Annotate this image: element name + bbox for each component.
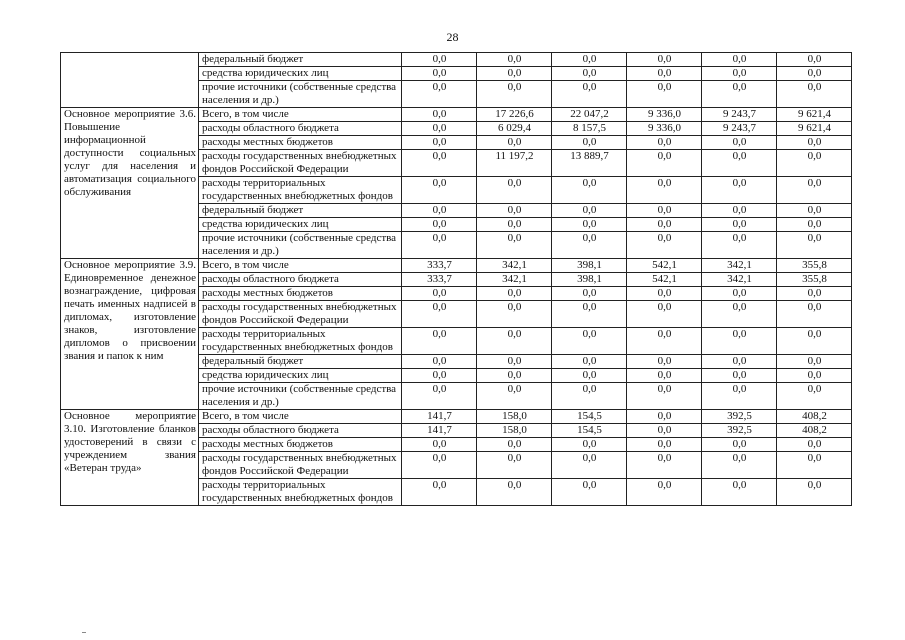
value-cell: 141,7 [402,424,477,438]
value-cell: 9 336,0 [627,108,702,122]
value-cell: 0,0 [402,81,477,108]
value-cell: 0,0 [777,204,852,218]
funding-source-cell: прочие источники (собственные средства населения и др.) [199,81,402,108]
value-cell: 0,0 [627,410,702,424]
value-cell: 0,0 [627,232,702,259]
value-cell: 0,0 [702,479,777,506]
value-cell: 0,0 [702,287,777,301]
value-cell: 0,0 [402,67,477,81]
value-cell: 0,0 [702,301,777,328]
value-cell: 0,0 [552,355,627,369]
value-cell: 0,0 [627,424,702,438]
value-cell: 0,0 [477,81,552,108]
value-cell: 0,0 [702,150,777,177]
value-cell: 0,0 [777,177,852,204]
measure-cell [61,259,199,410]
funding-source-cell: расходы государственных внебюджетных фондов Российской Федерации [199,452,402,479]
value-cell: 0,0 [702,204,777,218]
value-cell: 0,0 [477,301,552,328]
funding-source-cell: расходы местных бюджетов [199,438,402,452]
page-number: 28 [446,30,459,44]
value-cell: 0,0 [477,53,552,67]
value-cell: 0,0 [777,287,852,301]
value-cell: 342,1 [702,273,777,287]
value-cell: 0,0 [627,301,702,328]
value-cell: 0,0 [552,452,627,479]
value-cell: 0,0 [402,287,477,301]
value-cell: 0,0 [477,67,552,81]
value-cell: 0,0 [477,355,552,369]
value-cell: 8 157,5 [552,122,627,136]
value-cell: 0,0 [777,328,852,355]
value-cell: 0,0 [777,355,852,369]
value-cell: 0,0 [552,301,627,328]
value-cell: 0,0 [627,287,702,301]
value-cell: 342,1 [702,259,777,273]
value-cell: 158,0 [477,424,552,438]
value-cell: 0,0 [402,218,477,232]
table-row [61,410,852,424]
value-cell: 0,0 [702,53,777,67]
value-cell: 0,0 [402,177,477,204]
value-cell: 542,1 [627,259,702,273]
value-cell: 13 889,7 [552,150,627,177]
value-cell: 0,0 [402,452,477,479]
value-cell: 0,0 [552,67,627,81]
value-cell: 0,0 [777,136,852,150]
funding-source-cell: расходы территориальных государственных внебюджетных фондов [199,479,402,506]
value-cell: 0,0 [402,369,477,383]
value-cell: 0,0 [552,177,627,204]
measure-cell [61,108,199,259]
funding-source-cell: расходы областного бюджета [199,424,402,438]
value-cell: 0,0 [777,218,852,232]
value-cell: 408,2 [777,410,852,424]
table-row [61,53,852,67]
value-cell: 154,5 [552,410,627,424]
value-cell: 0,0 [702,67,777,81]
funding-source-cell: федеральный бюджет [199,355,402,369]
value-cell: 0,0 [702,369,777,383]
value-cell: 0,0 [777,479,852,506]
value-cell: 0,0 [477,218,552,232]
value-cell: 158,0 [477,410,552,424]
value-cell: 342,1 [477,259,552,273]
funding-source-cell: Всего, в том числе [199,259,402,273]
value-cell: 9 621,4 [777,108,852,122]
value-cell: 0,0 [477,136,552,150]
value-cell: 0,0 [777,452,852,479]
value-cell: 0,0 [552,328,627,355]
value-cell: 392,5 [702,410,777,424]
measure-cell [61,53,199,108]
measure-text: Основное мероприятие 3.10. Изготовление бланков удостоверений в связи с учреждением звания «Ветеран труда» [64,410,196,474]
value-cell: 0,0 [627,479,702,506]
value-cell: 0,0 [627,438,702,452]
value-cell: 9 243,7 [702,108,777,122]
value-cell: 0,0 [627,150,702,177]
value-cell: 0,0 [402,204,477,218]
value-cell: 0,0 [777,53,852,67]
value-cell: 0,0 [552,81,627,108]
value-cell: 0,0 [777,369,852,383]
value-cell: 0,0 [402,232,477,259]
budget-table [60,52,852,506]
value-cell: 398,1 [552,259,627,273]
value-cell: 0,0 [477,479,552,506]
value-cell: 0,0 [477,438,552,452]
value-cell: 342,1 [477,273,552,287]
value-cell: 0,0 [777,150,852,177]
value-cell: 355,8 [777,273,852,287]
value-cell: 0,0 [477,369,552,383]
value-cell: 0,0 [627,204,702,218]
value-cell: 0,0 [627,355,702,369]
table-body [61,53,852,506]
value-cell: 0,0 [402,301,477,328]
funding-source-cell: расходы территориальных государственных внебюджетных фондов [199,177,402,204]
funding-source-cell: средства юридических лиц [199,67,402,81]
table-row [61,108,852,122]
value-cell: 0,0 [627,452,702,479]
value-cell: 0,0 [402,383,477,410]
value-cell: 0,0 [702,328,777,355]
value-cell: 0,0 [402,355,477,369]
value-cell: 0,0 [402,479,477,506]
funding-source-cell: расходы местных бюджетов [199,136,402,150]
funding-source-cell: федеральный бюджет [199,204,402,218]
value-cell: 0,0 [477,452,552,479]
value-cell: 141,7 [402,410,477,424]
value-cell: 0,0 [552,218,627,232]
value-cell: 0,0 [627,53,702,67]
value-cell: 0,0 [777,81,852,108]
value-cell: 0,0 [552,136,627,150]
value-cell: 0,0 [702,177,777,204]
funding-source-cell: расходы государственных внебюджетных фондов Российской Федерации [199,301,402,328]
value-cell: 9 621,4 [777,122,852,136]
value-cell: 392,5 [702,424,777,438]
value-cell: 0,0 [777,232,852,259]
value-cell: 0,0 [402,122,477,136]
value-cell: 0,0 [477,287,552,301]
value-cell: 0,0 [477,204,552,218]
value-cell: 0,0 [552,204,627,218]
value-cell: 0,0 [702,136,777,150]
value-cell: 0,0 [627,67,702,81]
value-cell: 0,0 [477,383,552,410]
value-cell: 0,0 [702,232,777,259]
value-cell: 17 226,6 [477,108,552,122]
value-cell: 355,8 [777,259,852,273]
funding-source-cell: расходы областного бюджета [199,273,402,287]
value-cell: 154,5 [552,424,627,438]
value-cell: 0,0 [402,108,477,122]
value-cell: 0,0 [777,438,852,452]
value-cell: 0,0 [777,67,852,81]
value-cell: 0,0 [627,328,702,355]
value-cell: 0,0 [627,81,702,108]
value-cell: 0,0 [552,232,627,259]
table-row [61,259,852,273]
funding-source-cell: Всего, в том числе [199,108,402,122]
value-cell: 0,0 [402,150,477,177]
funding-source-cell: Всего, в том числе [199,410,402,424]
value-cell: 0,0 [477,232,552,259]
measure-text: Основное мероприятие 3.6. Повышение информационной доступности социальных услуг для населения и автоматизация социального обслуживания [64,108,196,198]
value-cell: 0,0 [702,383,777,410]
value-cell: 6 029,4 [477,122,552,136]
value-cell: 0,0 [627,177,702,204]
page-mark [82,632,86,633]
value-cell: 0,0 [402,438,477,452]
value-cell: 0,0 [552,438,627,452]
measure-text: Основное мероприятие 3.9. Единовременное денежное вознаграждение, цифровая печать именных надписей в дипломах, изготовление знаков, изготовление дипломов о присвоении звания и папок к ним [64,259,196,362]
value-cell: 0,0 [702,452,777,479]
value-cell: 0,0 [552,53,627,67]
funding-source-cell: средства юридических лиц [199,369,402,383]
value-cell: 333,7 [402,259,477,273]
value-cell: 0,0 [552,369,627,383]
value-cell: 0,0 [402,53,477,67]
funding-source-cell: федеральный бюджет [199,53,402,67]
value-cell: 0,0 [702,355,777,369]
value-cell: 333,7 [402,273,477,287]
value-cell: 0,0 [552,479,627,506]
funding-source-cell: расходы местных бюджетов [199,287,402,301]
value-cell: 0,0 [627,136,702,150]
value-cell: 0,0 [702,218,777,232]
value-cell: 408,2 [777,424,852,438]
value-cell: 0,0 [777,301,852,328]
value-cell: 0,0 [402,136,477,150]
value-cell: 11 197,2 [477,150,552,177]
value-cell: 0,0 [552,383,627,410]
measure-cell [61,410,199,506]
value-cell: 22 047,2 [552,108,627,122]
value-cell: 398,1 [552,273,627,287]
value-cell: 0,0 [477,177,552,204]
value-cell: 0,0 [777,383,852,410]
value-cell: 0,0 [702,438,777,452]
value-cell: 0,0 [552,287,627,301]
value-cell: 0,0 [702,81,777,108]
value-cell: 0,0 [627,369,702,383]
funding-source-cell: прочие источники (собственные средства населения и др.) [199,383,402,410]
value-cell: 542,1 [627,273,702,287]
value-cell: 0,0 [627,383,702,410]
funding-source-cell: средства юридических лиц [199,218,402,232]
funding-source-cell: прочие источники (собственные средства населения и др.) [199,232,402,259]
value-cell: 0,0 [402,328,477,355]
value-cell: 9 243,7 [702,122,777,136]
funding-source-cell: расходы территориальных государственных внебюджетных фондов [199,328,402,355]
value-cell: 0,0 [627,218,702,232]
funding-source-cell: расходы государственных внебюджетных фондов Российской Федерации [199,150,402,177]
value-cell: 0,0 [477,328,552,355]
funding-source-cell: расходы областного бюджета [199,122,402,136]
value-cell: 9 336,0 [627,122,702,136]
